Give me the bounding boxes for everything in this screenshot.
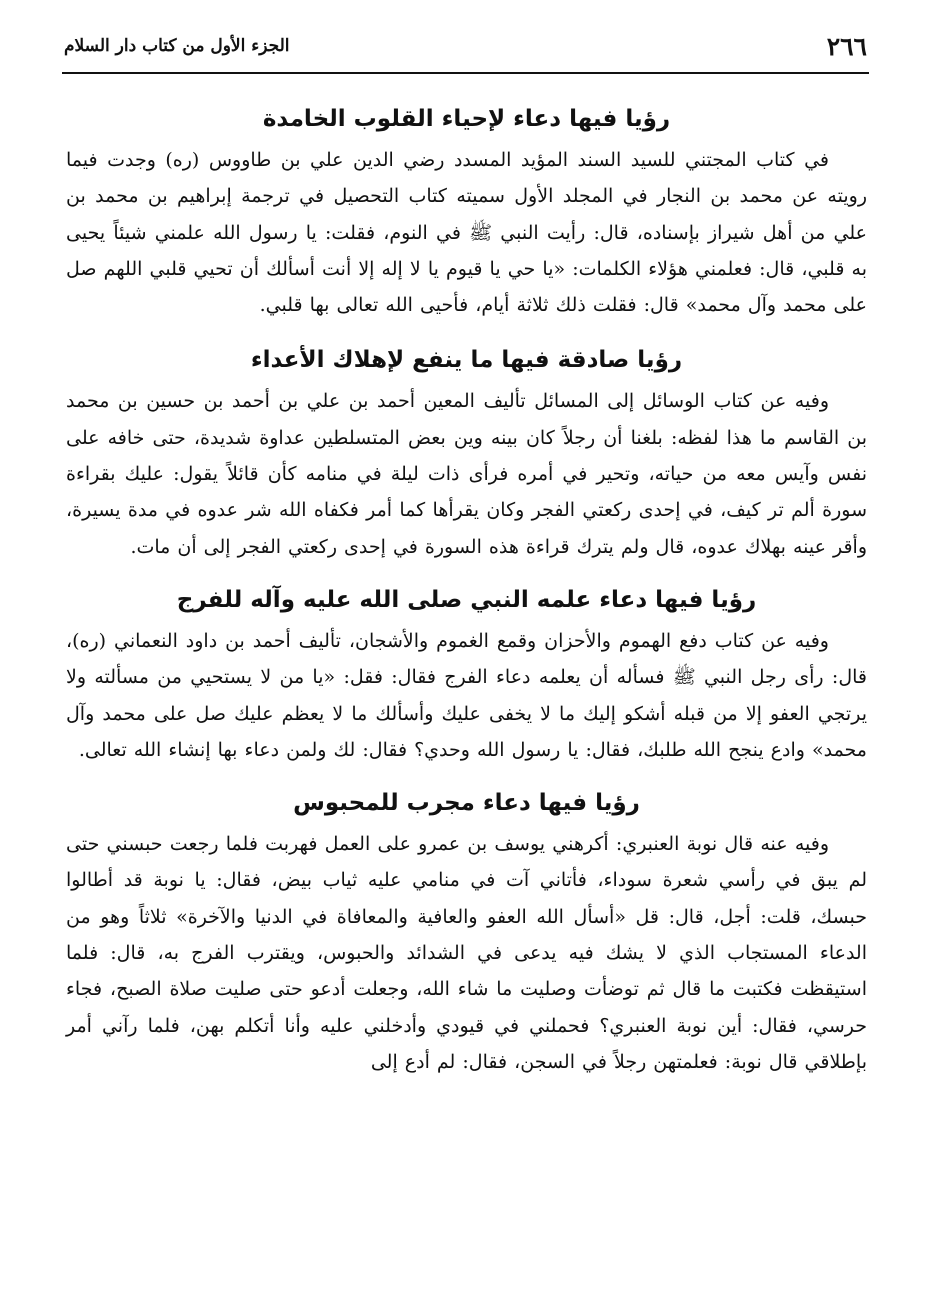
section-heading-reviving-hearts: رؤيا فيها دعاء لإحياء القلوب الخامدة <box>262 106 671 132</box>
section-body-prisoner-prayer: وفيه عنه قال نوبة العنبري: أكرهني يوسف بن عمرو على العمل فهربت فلما رجعت حبسني حتى لم يبق في رأسي شعرة سوداء، فأتاني آت في منامي عليه ثياب بيض، فقال: يا نوبة قد أطالوا حبسك، قلت: أجل، قال: قل «أسأل الله العفو والعافية والمعافاة في الدنيا والآخرة» ثلاثاً وهو من الدعاء المستجاب الذي لا يشك فيه يدعى في الشدائد والحبوس، ويقترب الفرج به، قال: فلما استيقظت فكتبت ما قال ثم توضأت وصليت ما شاء الله، وجعلت أدعو حتى صليت صلاة الصبح، فجاء حرسي، فقال: أين نوبة العنبري؟ فحملني في قيودي وأدخلني عليه وأنا أتكلم بهن، فلما رآني أمر بإطلاقي قال نوبة: فعلمتهن رجلاً في السجن، فقال: لم أدع إلى <box>66 833 868 1073</box>
section-heading-relief-prayer: رؤيا فيها دعاء علمه النبي صلى الله عليه وآله للفرج <box>176 586 757 613</box>
running-header <box>62 28 869 74</box>
section-body-relief-prayer: وفيه عن كتاب دفع الهموم والأحزان وقمع الغموم والأشجان، تأليف أحمد بن داود النعماني (ره)، قال: رأى رجل النبي ﷺ فسأله أن يعلمه دعاء الفرج فقال: فقل: «يا من لا يستحيي من مسألته ولا يرتجي العفو إلا من قبله أشكو إليك ما لا يخفى عليك وأسألك ما لا يعظم عليك صل على محمد وآل محمد» وادع ينجح الله طلبك، فقال: يا رسول الله وحدي؟ فقال: لك ولمن دعاء بها إنشاء الله تعالى. <box>66 629 867 761</box>
header-title: الجزء الأول من كتاب دار السلام <box>64 36 290 56</box>
section-heading-enemies: رؤيا صادقة فيها ما ينفع لإهلاك الأعداء <box>250 347 683 374</box>
page-content <box>66 98 867 1098</box>
section-heading-prisoner-prayer: رؤيا فيها دعاء مجرب للمحبوس <box>293 790 640 817</box>
page-number: ٢٦٦ <box>826 32 867 61</box>
section-body-reviving-hearts: في كتاب المجتني للسيد السند المؤيد المسدد رضي الدين علي بن طاووس (ره) وجدت فيما رويته عن محمد بن النجار في المجلد الأول سميته كتاب التحصيل في ترجمة إبراهيم بن محمد بن علي من أهل شيراز بإسناده، قال: رأيت النبي ﷺ في النوم، فقلت: يا رسول الله علمني شيئاً يحيى به قلبي، قال: فعلمني هؤلاء الكلمات: «يا حي يا قيوم يا لا إله إلا أنت أسألك أن تحيي قلبي اللهم صل على محمد وآل محمد» قال: فقلت ذلك ثلاثة أيام، فأحيى الله تعالى بها قلبي. <box>66 149 867 317</box>
section-body-enemies: وفيه عن كتاب الوسائل إلى المسائل تأليف المعين أحمد بن علي بن أحمد بن حسين بن محمد بن القاسم ما هذا لفظه: بلغنا أن رجلاً كان بينه وين بعض المتسلطين عداوة شديدة، حتى خافه على نفس وآيس معه من حياته، وتحير في أمره فرأى ذات ليلة في منامه كأن قائلاً يقول: عليك بقراءة سورة ألم تر كيف، في إحدى ركعتي الفجر وكان يقرأها كما أمر فكفاه الله شر عدوه في مدة يسيرة، وأقر عينه بهلاك عدوه، قال ولم يترك قراءة هذه السورة في إحدى ركعتي الفجر إلى أن مات. <box>66 390 867 558</box>
